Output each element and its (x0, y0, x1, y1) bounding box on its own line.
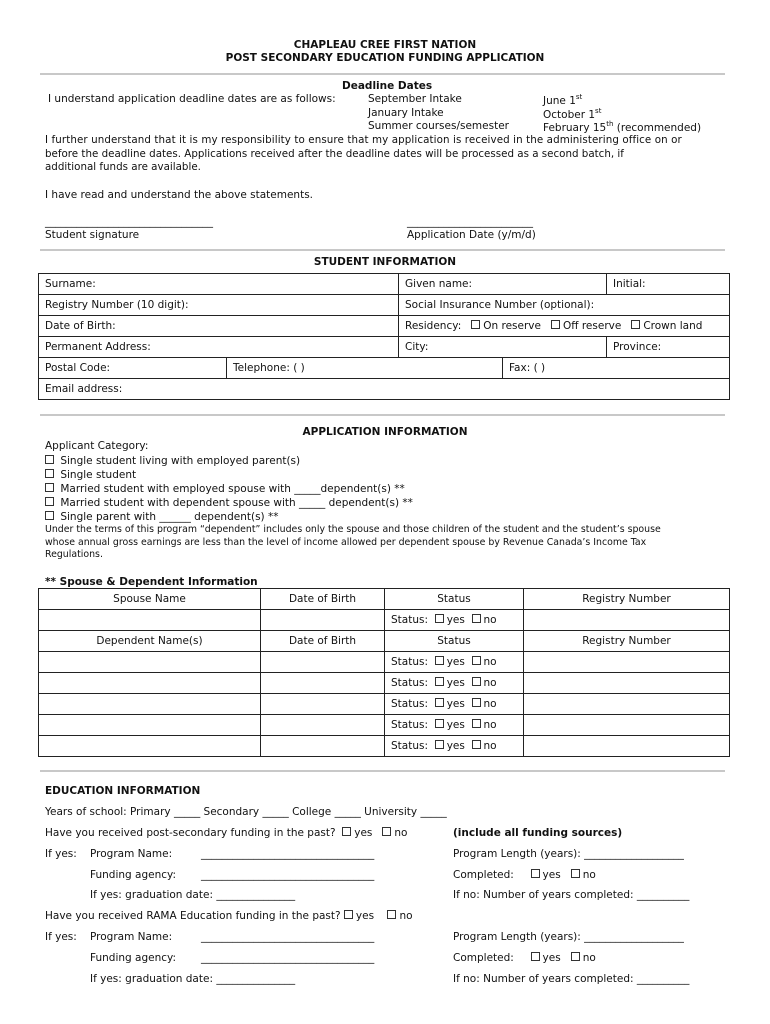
checkbox[interactable] (571, 952, 580, 961)
checkbox[interactable] (342, 827, 351, 836)
spouse-name-cell[interactable] (39, 610, 261, 631)
checkbox[interactable] (45, 497, 54, 506)
deadline-paragraph: additional funds are available. (45, 161, 201, 173)
years-completed[interactable]: If no: Number of years completed: __________ (453, 889, 690, 901)
checkbox[interactable] (472, 614, 481, 623)
intake-label: September Intake (368, 93, 462, 105)
intake-label: January Intake (368, 107, 444, 119)
status-header: Status (385, 631, 524, 652)
registry-cell[interactable] (524, 610, 730, 631)
dependent-name-cell[interactable] (39, 652, 261, 673)
education-heading: EDUCATION INFORMATION (45, 785, 201, 797)
dependent-name-cell[interactable] (39, 673, 261, 694)
address-field[interactable]: Permanent Address: (39, 337, 399, 358)
funding-agency-line[interactable]: _________________________________ (201, 952, 375, 964)
divider (40, 249, 725, 251)
checkbox[interactable] (382, 827, 391, 836)
residency-field[interactable] (399, 316, 730, 337)
checkbox[interactable] (631, 320, 640, 329)
checkbox[interactable] (472, 698, 481, 707)
program-name-line[interactable]: _________________________________ (201, 931, 375, 943)
checkbox[interactable] (435, 677, 444, 686)
graduation-date[interactable]: If yes: graduation date: _______________ (90, 973, 296, 985)
divider (40, 414, 725, 416)
intake-date: June 1st (543, 93, 583, 107)
dob-field[interactable]: Date of Birth: (39, 316, 399, 337)
student-heading: STUDENT INFORMATION (313, 256, 457, 268)
rama-question: Have you received RAMA Education funding in the past? yes no (45, 910, 413, 922)
program-length[interactable]: Program Length (years): ___________________ (453, 848, 684, 860)
status-cell[interactable]: Status: yes no (385, 652, 524, 673)
deadline-heading: Deadline Dates (342, 80, 433, 92)
org-name: CHAPLEAU CREE FIRST NATION (293, 39, 477, 51)
funding-agency-label: Funding agency: (90, 869, 176, 881)
registry-cell[interactable] (524, 652, 730, 673)
dob-cell[interactable] (261, 610, 385, 631)
dob-header: Date of Birth (261, 631, 385, 652)
intake-label: Summer courses/semester (368, 120, 509, 132)
crown-land-option: Crown land (643, 320, 703, 332)
dependent-names-header: Dependent Name(s) (39, 631, 261, 652)
checkbox[interactable] (472, 740, 481, 749)
postal-field[interactable]: Postal Code: (39, 358, 227, 379)
checkbox[interactable] (435, 614, 444, 623)
divider (40, 770, 725, 772)
status-cell[interactable]: Status: yes no (385, 715, 524, 736)
program-name-label: Program Name: (90, 931, 173, 943)
years-completed[interactable]: If no: Number of years completed: __________ (453, 973, 690, 985)
if-yes-label: If yes: (45, 848, 77, 860)
deadline-intro: I understand application deadline dates are as follows: (48, 93, 336, 105)
checkbox[interactable] (571, 869, 580, 878)
residency-label: Residency: (405, 320, 462, 332)
checkbox[interactable] (551, 320, 560, 329)
deadline-paragraph: before the deadline dates. Applications received after the deadline dates will be processed as a second batch, if (45, 148, 624, 160)
checkbox[interactable] (471, 320, 480, 329)
registry-field[interactable]: Registry Number (10 digit): (39, 295, 399, 316)
checkbox[interactable] (472, 656, 481, 665)
dependents-heading: ** Spouse & Dependent Information (45, 576, 258, 588)
dob-cell[interactable] (261, 736, 385, 757)
checkbox[interactable] (435, 719, 444, 728)
checkbox[interactable] (472, 719, 481, 728)
status-cell[interactable]: Status: yes no (385, 736, 524, 757)
dependent-name-cell[interactable] (39, 715, 261, 736)
checkbox[interactable] (45, 483, 54, 492)
category-option[interactable]: Married student with dependent spouse with _____ dependent(s) ** (45, 497, 413, 509)
sin-field[interactable]: Social Insurance Number (optional): (399, 295, 730, 316)
dob-cell[interactable] (261, 715, 385, 736)
registry-cell[interactable] (524, 694, 730, 715)
dependents-table (38, 588, 730, 757)
category-option[interactable]: Single parent with ______ dependent(s) ** (45, 511, 278, 523)
if-yes-label: If yes: (45, 931, 77, 943)
dependent-note: Regulations. (45, 549, 103, 560)
surname-field[interactable]: Surname: (39, 274, 399, 295)
initial-field[interactable]: Initial: (607, 274, 730, 295)
years-of-school[interactable]: Years of school: Primary _____ Secondary _____ College _____ University _____ (45, 806, 447, 818)
date-label: Application Date (y/m/d) (407, 229, 536, 241)
dependent-note: whose annual gross earnings are less than the level of income allowed per dependent spouse by Revenue Canada’s Income Tax (45, 537, 647, 548)
deadline-paragraph: I further understand that it is my responsibility to ensure that my application is received in the administering office on or (45, 134, 682, 146)
read-statement: I have read and understand the above statements. (45, 189, 314, 201)
signature-label: Student signature (45, 229, 140, 241)
dependent-name-cell[interactable] (39, 736, 261, 757)
dob-cell[interactable] (261, 673, 385, 694)
status-cell[interactable]: Status: yes no (385, 610, 524, 631)
category-option[interactable]: Married student with employed spouse with _____dependent(s) ** (45, 483, 405, 495)
dependent-name-cell[interactable] (39, 694, 261, 715)
intake-date: February 15th (recommended) (543, 120, 702, 134)
checkbox[interactable] (387, 910, 396, 919)
checkbox[interactable] (472, 677, 481, 686)
dob-cell[interactable] (261, 652, 385, 673)
checkbox[interactable] (45, 511, 54, 520)
category-label: Applicant Category: (45, 440, 149, 452)
program-name-label: Program Name: (90, 848, 173, 860)
funding-agency-line[interactable]: _________________________________ (201, 869, 375, 881)
psf-question: Have you received post-secondary funding in the past? yes no (45, 827, 408, 839)
fax-field[interactable]: Fax: ( ) (502, 358, 729, 379)
checkbox[interactable] (344, 910, 353, 919)
date-line[interactable]: ________________________ (407, 216, 533, 228)
dob-cell[interactable] (261, 694, 385, 715)
completed-row: Completed: yes no (453, 952, 596, 964)
telephone-field[interactable]: Telephone: ( ) (227, 358, 503, 379)
divider (40, 73, 725, 75)
checkbox[interactable] (531, 952, 540, 961)
application-heading: APPLICATION INFORMATION (302, 426, 468, 438)
dob-header: Date of Birth (261, 589, 385, 610)
completed-row: Completed: yes no (453, 869, 596, 881)
registry-cell[interactable] (524, 673, 730, 694)
status-header: Status (385, 589, 524, 610)
category-option[interactable]: Single student (45, 469, 136, 481)
checkbox[interactable] (531, 869, 540, 878)
registry-cell[interactable] (524, 736, 730, 757)
status-cell[interactable]: Status: yes no (385, 673, 524, 694)
include-note: (include all funding sources) (453, 827, 623, 839)
off-reserve-option: Off reserve (563, 320, 622, 332)
registry-header: Registry Number (524, 631, 730, 652)
dependent-note: Under the terms of this program “dependent” includes only the spouse and those children of the student and the student’s spouse (45, 524, 661, 535)
category-option[interactable]: Single student living with employed parent(s) (45, 455, 300, 467)
given-name-field[interactable]: Given name: (399, 274, 607, 295)
spouse-name-header: Spouse Name (39, 589, 261, 610)
registry-cell[interactable] (524, 715, 730, 736)
program-length[interactable]: Program Length (years): ___________________ (453, 931, 684, 943)
city-field[interactable]: City: (399, 337, 607, 358)
student-info-table (38, 273, 730, 400)
funding-agency-label: Funding agency: (90, 952, 176, 964)
email-field[interactable]: Email address: (39, 379, 730, 400)
checkbox[interactable] (45, 469, 54, 478)
form-title: POST SECONDARY EDUCATION FUNDING APPLICATION (225, 52, 545, 64)
graduation-date[interactable]: If yes: graduation date: _______________ (90, 889, 296, 901)
program-name-line[interactable]: _________________________________ (201, 848, 375, 860)
province-field[interactable]: Province: (607, 337, 730, 358)
checkbox[interactable] (435, 740, 444, 749)
on-reserve-option: On reserve (483, 320, 541, 332)
registry-header: Registry Number (524, 589, 730, 610)
intake-date: October 1st (543, 107, 602, 121)
status-cell[interactable]: Status: yes no (385, 694, 524, 715)
checkbox[interactable] (435, 698, 444, 707)
checkbox[interactable] (45, 455, 54, 464)
checkbox[interactable] (435, 656, 444, 665)
signature-line[interactable]: ________________________________ (45, 216, 213, 228)
